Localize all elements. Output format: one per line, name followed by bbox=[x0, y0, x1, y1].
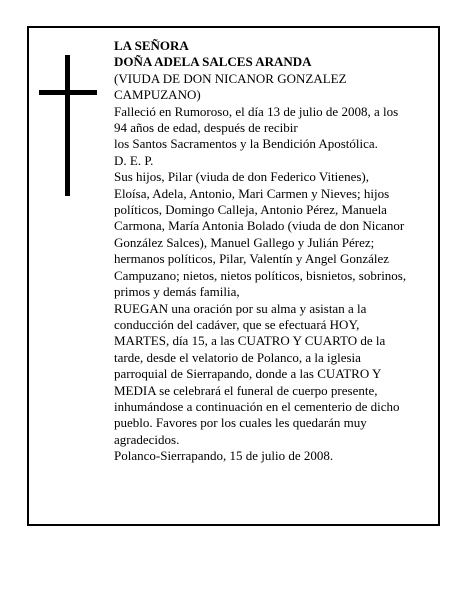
widow-line-2: CAMPUZANO) bbox=[114, 87, 201, 103]
obituary-text bbox=[114, 38, 426, 465]
request-line: pueblo. Favores por los cuales les quedarán muy bbox=[114, 415, 367, 431]
death-line: Falleció en Rumoroso, el día 13 de julio de 2008, a los bbox=[114, 103, 399, 119]
request-line: conducción del cadáver, que se efectuará HOY, bbox=[114, 316, 360, 332]
family-line: primos y demás familia, bbox=[114, 284, 240, 300]
dep-line: D. E. P. bbox=[114, 152, 154, 168]
request-line: inhumándose a continuación en el cementerio de dicho bbox=[114, 398, 400, 414]
family-line: González Salces), Manuel Gallego y Julián Pérez; bbox=[114, 234, 375, 250]
request-line: parroquial de Sierrapando, donde a las CUATRO Y bbox=[114, 366, 382, 382]
family-line: hermanos políticos, Pilar, Valentín y Angel González bbox=[114, 251, 390, 267]
family-line: Carmona, María Antonia Bolado (viuda de don Nicanor bbox=[114, 218, 405, 234]
cross-horizontal-bar bbox=[39, 90, 97, 95]
family-line: Sus hijos, Pilar (viuda de don Federico Vitienes), bbox=[114, 169, 369, 185]
place-date-line: Polanco-Sierrapando, 15 de julio de 2008. bbox=[114, 448, 334, 464]
request-line: MARTES, día 15, a las CUATRO Y CUARTO de la bbox=[114, 333, 386, 349]
family-line: Campuzano; nietos, nietos políticos, bisnietos, sobrinos, bbox=[114, 267, 407, 283]
request-line: agradecidos. bbox=[114, 431, 180, 447]
family-line: Eloísa, Adela, Antonio, Mari Carmen y Nieves; hijos bbox=[114, 185, 390, 201]
title-line: LA SEÑORA bbox=[114, 38, 189, 53]
deceased-name: DOÑA ADELA SALCES ARANDA bbox=[114, 54, 312, 70]
request-line: MEDIA se celebrará el funeral de cuerpo presente, bbox=[114, 382, 378, 398]
request-line: tarde, desde el velatorio de Polanco, a la iglesia bbox=[114, 349, 361, 365]
death-line: los Santos Sacramentos y la Bendición Apostólica. bbox=[114, 136, 378, 152]
death-line: 94 años de edad, después de recibir bbox=[114, 120, 298, 136]
widow-line-1: (VIUDA DE DON NICANOR GONZALEZ bbox=[114, 70, 347, 86]
family-line: políticos, Domingo Calleja, Antonio Pérez, Manuela bbox=[114, 202, 387, 218]
request-line: RUEGAN una oración por su alma y asistan a la bbox=[114, 300, 367, 316]
cross-vertical-bar bbox=[65, 55, 70, 196]
